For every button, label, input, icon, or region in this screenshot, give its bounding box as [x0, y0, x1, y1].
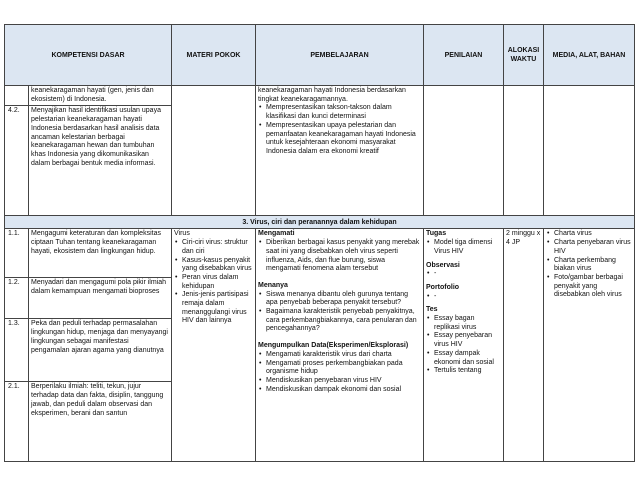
header-kompetensi-dasar: KOMPETENSI DASAR	[5, 25, 172, 86]
materi-item: • Peran virus dalam kehidupan	[174, 274, 253, 291]
media-item: • Charta penyebaran virus HIV	[546, 239, 632, 256]
observasi-title: Observasi	[426, 261, 460, 269]
tugas-item: • Model tiga dimensi Virus HIV	[426, 239, 501, 256]
mengamati-title: Mengamati	[258, 230, 295, 238]
penilaian-cell	[424, 229, 504, 462]
top-pembelajaran-list	[258, 104, 421, 156]
mengumpulkan-item: • Mengamati karakteristik virus dari charta	[258, 351, 421, 360]
observasi-list	[426, 270, 501, 279]
header-alokasi-waktu: ALOKASI WAKTU	[504, 25, 544, 86]
portofolio-title: Portofolio	[426, 283, 460, 291]
top-penilaian	[424, 86, 504, 216]
tes-item: • Essay penyebaran virus HIV	[426, 332, 501, 349]
materi-cell	[172, 229, 256, 462]
top-pembelajaran-item: • Mempresentasikan takson-takson dalam klasifikasi dan kunci determinasi	[258, 104, 421, 121]
top-row-1-num	[5, 86, 29, 106]
portofolio-item: • -	[426, 293, 501, 302]
tugas-list	[426, 239, 501, 256]
menanya-item: • Siswa menanya dibantu oleh gurunya tentang apa penyebab beberapa penyakit tersebut?	[258, 291, 421, 308]
kd-row-2-text: Menyadari dan mengagumi pola pikir ilmiah dalam kemampuan mengamati bioproses	[29, 278, 172, 319]
menanya-item: • Bagaimana karakteristik penyebab penyakitnya, cara perkembangbiakannya, cara penularan dan pencegahannya?	[258, 308, 421, 334]
mengumpulkan-item: • Mengamati proses perkembangbiakan pada organisme hidup	[258, 360, 421, 377]
mengamati-item: • Diberikan berbagai kasus penyakit yang merebak saat ini yang disebabkan oleh virus seperti influenza, Aids, dan flue burung, siswa mengamati fenomena alam tersebut	[258, 239, 421, 274]
tes-item: • Essay dampak ekonomi dan sosial	[426, 350, 501, 367]
top-pembelajaran-item: • Mempresentasikan upaya pelestarian dan pemanfaatan keanekaragaman hayati Indonesia untuk kesejahteraan ekonomi masyarakat Indonesia dalam era ekonomi kreatif	[258, 122, 421, 157]
top-row-1	[5, 86, 635, 106]
top-row-2-kd: Menyajikan hasil identifikasi usulan upaya pelestarian keanekaragaman hayati Indonesia berdasarkan hasil analisis data ancaman kelestarian berbagai keanekaragaman hewan dan tumbuhan khas Indonesia yang dikomunikasikan dalam berbagai bentuk media informasi.	[29, 106, 172, 216]
tes-list	[426, 315, 501, 376]
observasi-item: • -	[426, 270, 501, 279]
top-row-2-num: 4.2.	[5, 106, 29, 216]
portofolio-list	[426, 293, 501, 302]
media-list	[546, 230, 632, 300]
kd-row-3-text: Peka dan peduli terhadap permasalahan lingkungan hidup, menjaga dan menyayangi lingkungan sebagai manifestasi pengamalan ajaran agama yang dianutnya	[29, 319, 172, 382]
header-row	[5, 25, 635, 86]
tes-item: • Essay bagan replikasi virus	[426, 315, 501, 332]
mengumpulkan-title: Mengumpulkan Data(Eksperimen/Eksplorasi)	[258, 342, 409, 350]
top-materi	[172, 86, 256, 216]
syllabus-table	[4, 24, 635, 462]
kd-row-3-num: 1.3.	[5, 319, 29, 382]
mengumpulkan-item: • Mendiskusikan penyebaran virus HIV	[258, 377, 421, 386]
kd-row-1-num: 1.1.	[5, 229, 29, 278]
mengamati-list	[258, 239, 421, 274]
alokasi-cell: 2 minggu x 4 JP	[504, 229, 544, 462]
kd-row-4-text: Berperilaku ilmiah: teliti, tekun, jujur terhadap data dan fakta, disiplin, tanggung jawab, dan peduli dalam observasi dan eksperimen, berani dan santun	[29, 382, 172, 462]
mengumpulkan-list	[258, 351, 421, 395]
top-media	[544, 86, 635, 216]
kd-row-4-num: 2.1.	[5, 382, 29, 462]
tugas-title: Tugas	[426, 230, 447, 238]
menanya-list	[258, 291, 421, 335]
syllabus-sheet	[4, 24, 634, 462]
media-cell	[544, 229, 635, 462]
kd-row-1	[5, 229, 635, 278]
kd-row-1-text: Mengagumi keteraturan dan kompleksitas ciptaan Tuhan tentang keanekaragaman hayati, ekosistem dan lingkungan hidup.	[29, 229, 172, 278]
top-pembelajaran-cont: keanekaragaman hayati Indonesia berdasarkan tingkat keanekaragamannya.	[258, 87, 406, 103]
materi-item: • Ciri-ciri virus: struktur dan ciri	[174, 239, 253, 256]
kd-row-2-num: 1.2.	[5, 278, 29, 319]
top-row-1-kd: keanekaragaman hayati (gen, jenis dan ekosistem) di Indonesia.	[29, 86, 172, 106]
section-title: 3. Virus, ciri dan peranannya dalam kehidupan	[5, 216, 635, 229]
header-penilaian: PENILAIAN	[424, 25, 504, 86]
top-alokasi	[504, 86, 544, 216]
mengumpulkan-item: • Mendiskusikan dampak ekonomi dan sosial	[258, 386, 421, 395]
pembelajaran-cell	[256, 229, 424, 462]
materi-list	[174, 239, 253, 326]
materi-title: Virus	[174, 230, 190, 238]
media-item: • Charta perkembang biakan virus	[546, 257, 632, 274]
top-pembelajaran	[256, 86, 424, 216]
header-materi-pokok: MATERI POKOK	[172, 25, 256, 86]
materi-item: • Jenis-jenis partisipasi remaja dalam menanggulangi virus HIV dan lainnya	[174, 291, 253, 326]
materi-item: • Kasus-kasus penyakit yang disebabkan virus	[174, 257, 253, 274]
tes-item: • Tertulis tentang	[426, 367, 501, 376]
media-item: • Foto/gambar berbagai penyakit yang disebabkan oleh virus	[546, 274, 632, 300]
media-item: • Charta virus	[546, 230, 632, 239]
menanya-title: Menanya	[258, 281, 288, 289]
header-pembelajaran: PEMBELAJARAN	[256, 25, 424, 86]
header-media: MEDIA, ALAT, BAHAN	[544, 25, 635, 86]
section-row	[5, 216, 635, 229]
tes-title: Tes	[426, 306, 438, 314]
